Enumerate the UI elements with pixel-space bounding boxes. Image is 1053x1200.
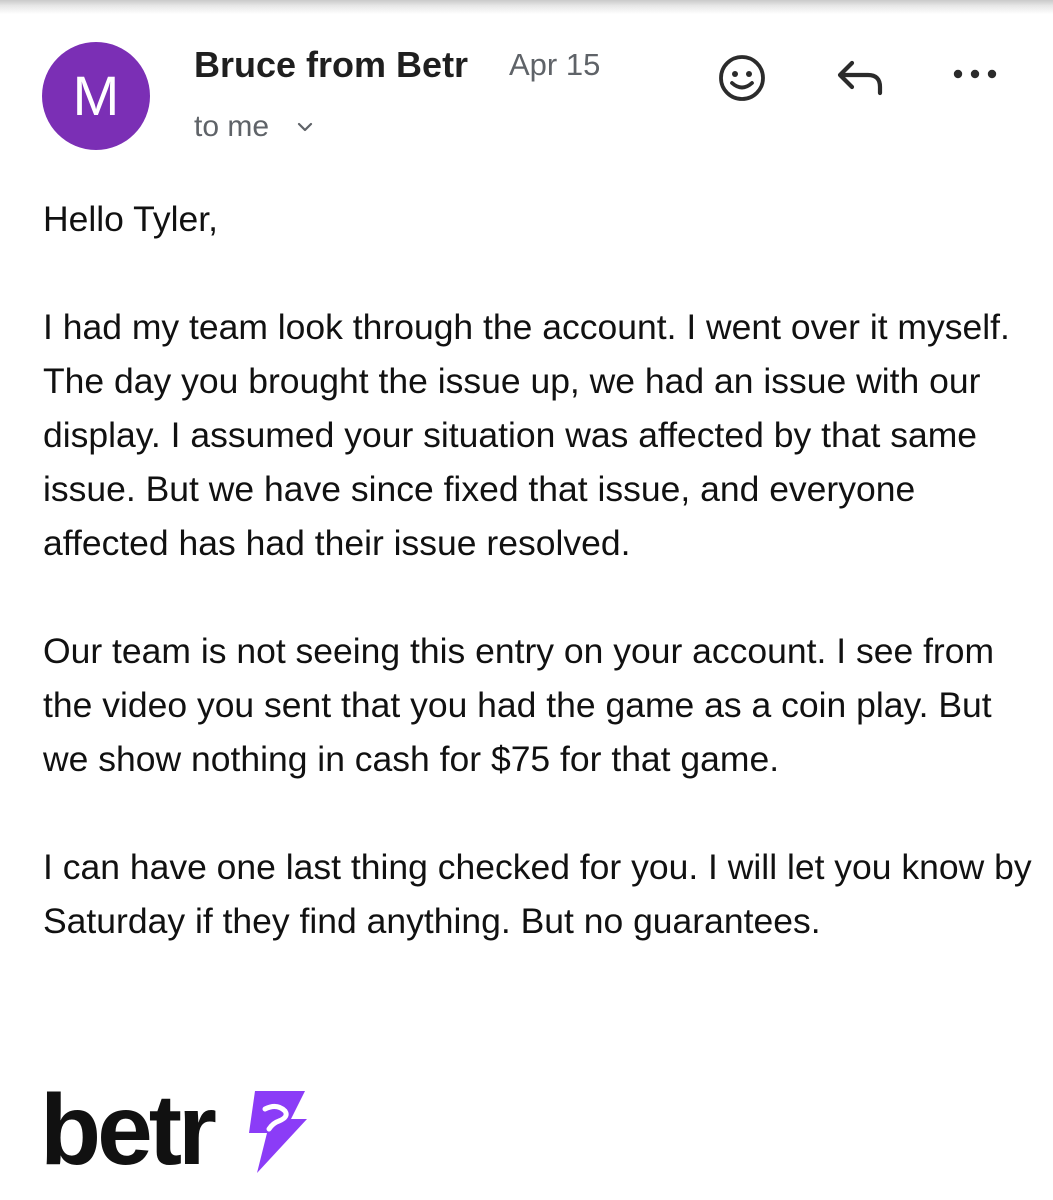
add-reaction-button[interactable] <box>714 50 770 106</box>
email-greeting: Hello Tyler, <box>43 199 218 239</box>
email-paragraph-2: Our team is not seeing this entry on your account. I see from the video you sent that you had the game as a coin play. But we show nothing in cash for $75 for that game. <box>43 631 995 779</box>
signature-logo <box>40 1074 311 1186</box>
email-date: Apr 15 <box>509 47 601 82</box>
reply-arrow-icon <box>832 53 888 103</box>
chevron-down-icon <box>295 117 315 137</box>
more-dots-icon <box>950 66 1000 82</box>
brand-wordmark: betr <box>40 1074 213 1186</box>
email-body <box>43 192 1033 948</box>
lightning-bolt-icon <box>235 1085 311 1175</box>
sender-name[interactable]: Bruce from Betr <box>194 44 469 85</box>
email-paragraph-3: I can have one last thing checked for you. I will let you know by Saturday if they find anything. But no guarantees. <box>43 847 1032 941</box>
top-edge-shadow <box>0 0 1053 14</box>
recipient-label: to me <box>194 110 270 143</box>
email-paragraph-1: I had my team look through the account. I went over it myself. The day you brought the issue up, we had an issue with our display. I assumed your situation was affected by that same issue. But we have since fixed that issue, and everyone affected has had their issue resolved. <box>43 307 1010 563</box>
recipient-toggle[interactable] <box>194 110 315 144</box>
smiley-face-icon <box>717 53 767 103</box>
avatar-letter: M <box>72 64 120 127</box>
more-options-button[interactable] <box>945 52 1005 96</box>
sender-avatar[interactable] <box>42 42 150 150</box>
reply-button[interactable] <box>830 50 890 106</box>
